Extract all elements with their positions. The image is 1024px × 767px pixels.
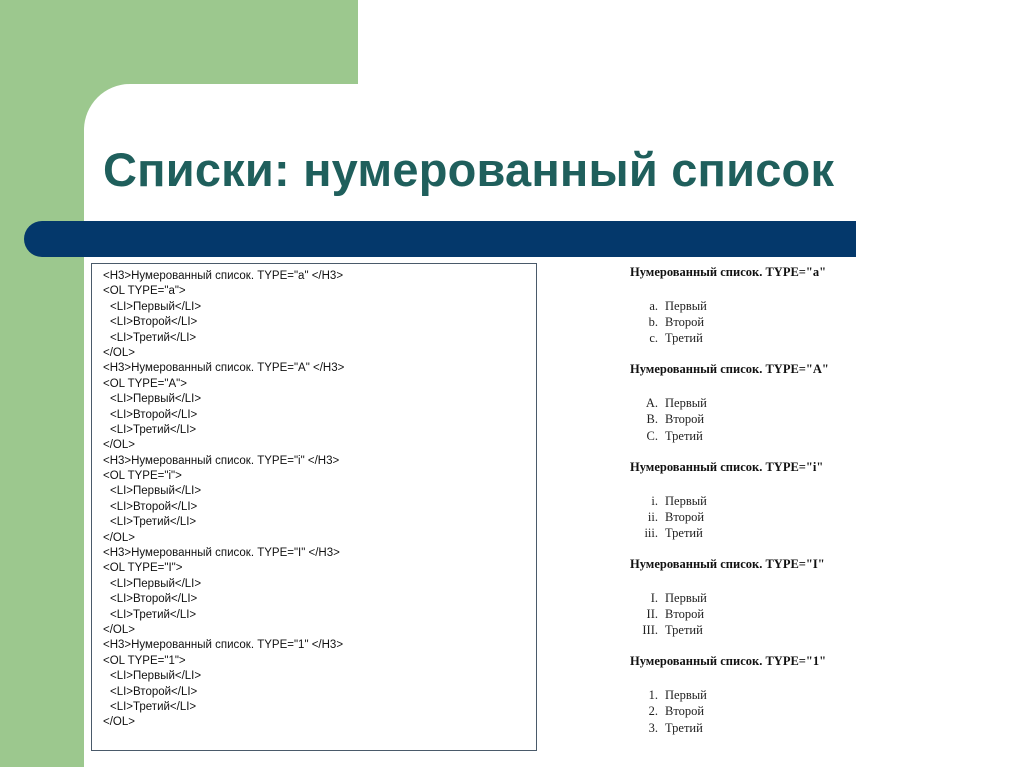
list-item — [630, 606, 1010, 622]
list-item — [630, 720, 1010, 736]
code-line: <LI>Второй</LI> — [110, 685, 198, 698]
list-item — [630, 330, 1010, 346]
code-line: <LI>Третий</LI> — [110, 516, 197, 529]
list-item — [630, 687, 1010, 703]
list-item-marker: III. — [642, 623, 658, 638]
code-line: <LI>Третий</LI> — [110, 331, 197, 344]
rendered-ordered-list — [630, 493, 1010, 542]
rendered-list-section — [630, 459, 1010, 556]
code-line: <LI>Второй</LI> — [110, 593, 198, 606]
code-line: <H3>Нумерованный список. TYPE="A" </H3> — [103, 362, 345, 375]
list-item-text: Второй — [665, 509, 705, 524]
code-line: </OL> — [103, 716, 135, 729]
rendered-list-heading: Нумерованный список. TYPE="A" — [630, 362, 829, 377]
code-line: </OL> — [103, 346, 135, 359]
list-item-marker: b. — [648, 315, 658, 330]
rendered-ordered-list — [630, 298, 1010, 347]
code-line: <OL TYPE="1"> — [103, 654, 186, 667]
code-line: </OL> — [103, 439, 135, 452]
list-item — [630, 298, 1010, 314]
rendered-ordered-list — [630, 687, 1010, 736]
code-line: <OL TYPE="i"> — [103, 470, 182, 483]
list-item-marker: c. — [649, 331, 658, 346]
code-line: <LI>Третий</LI> — [110, 700, 197, 713]
code-line: <OL TYPE="a"> — [103, 285, 186, 298]
list-item-text: Первый — [665, 688, 707, 703]
code-line: <LI>Второй</LI> — [110, 500, 198, 513]
list-item-marker: I. — [650, 590, 658, 605]
list-item — [630, 622, 1010, 638]
list-item — [630, 411, 1010, 427]
list-item-marker: iii. — [644, 525, 658, 540]
html-code-box — [91, 263, 537, 751]
list-item-text: Второй — [665, 412, 705, 427]
list-item — [630, 525, 1010, 541]
rendered-ordered-list — [630, 590, 1010, 639]
list-item — [630, 590, 1010, 606]
list-item — [630, 428, 1010, 444]
rendered-ordered-list — [630, 395, 1010, 444]
list-item-text: Второй — [665, 704, 705, 719]
rendered-list-heading: Нумерованный список. TYPE="I" — [630, 556, 825, 571]
code-line: <LI>Первый</LI> — [110, 393, 202, 406]
title-underline-bar — [24, 221, 856, 257]
list-item-text: Третий — [665, 720, 703, 735]
code-line: <OL TYPE="I"> — [103, 562, 183, 575]
list-item — [630, 493, 1010, 509]
rendered-list-section — [630, 556, 1010, 653]
rendered-list-heading: Нумерованный список. TYPE="a" — [630, 265, 827, 279]
list-item-marker: 2. — [648, 704, 658, 719]
list-item-marker: B. — [646, 412, 658, 427]
list-item-text: Третий — [665, 428, 703, 443]
list-item-marker: A. — [645, 396, 658, 411]
code-line: </OL> — [103, 623, 135, 636]
list-item-text: Третий — [665, 525, 703, 540]
code-line: <LI>Третий</LI> — [110, 608, 197, 621]
list-item-text: Первый — [665, 396, 707, 411]
list-item-text: Третий — [665, 623, 703, 638]
code-line: <LI>Второй</LI> — [110, 316, 198, 329]
rendered-list-heading: Нумерованный список. TYPE="i" — [630, 459, 824, 474]
list-item-text: Первый — [665, 299, 707, 313]
list-item-text: Второй — [665, 315, 705, 330]
list-item-marker: II. — [646, 607, 658, 622]
code-line: <LI>Первый</LI> — [110, 577, 202, 590]
list-item-text: Третий — [665, 331, 703, 346]
list-item-text: Первый — [665, 493, 707, 508]
list-item-text: Второй — [665, 607, 705, 622]
rendered-list-section — [630, 264, 1010, 361]
code-line: <LI>Первый</LI> — [110, 670, 202, 683]
list-item — [630, 703, 1010, 719]
code-line: <H3>Нумерованный список. TYPE="i" </H3> — [103, 454, 340, 467]
rendered-list-section — [630, 653, 1010, 750]
list-item-marker: 3. — [648, 720, 658, 735]
list-item-marker: i. — [651, 493, 658, 508]
rendered-list-section — [630, 361, 1010, 458]
code-line: <H3>Нумерованный список. TYPE="I" </H3> — [103, 547, 340, 560]
list-item-marker: 1. — [648, 688, 658, 703]
list-item-marker: ii. — [647, 509, 658, 524]
code-line: <OL TYPE="A"> — [103, 377, 187, 390]
list-item-marker: a. — [649, 299, 658, 313]
list-item — [630, 314, 1010, 330]
rendered-output — [630, 264, 1010, 750]
code-line: </OL> — [103, 531, 135, 544]
list-item — [630, 509, 1010, 525]
list-item-text: Первый — [665, 590, 707, 605]
code-line: <LI>Третий</LI> — [110, 423, 197, 436]
code-line: <H3>Нумерованный список. TYPE="1" </H3> — [103, 639, 344, 652]
list-item — [630, 395, 1010, 411]
code-line: <H3>Нумерованный список. TYPE="a" </H3> — [103, 270, 344, 282]
slide-title: Списки: нумерованный список — [103, 143, 835, 196]
list-item-marker: C. — [646, 428, 658, 443]
rendered-list-heading: Нумерованный список. TYPE="1" — [630, 654, 827, 669]
code-line: <LI>Второй</LI> — [110, 408, 198, 421]
code-line: <LI>Первый</LI> — [110, 300, 202, 313]
code-line: <LI>Первый</LI> — [110, 485, 202, 498]
